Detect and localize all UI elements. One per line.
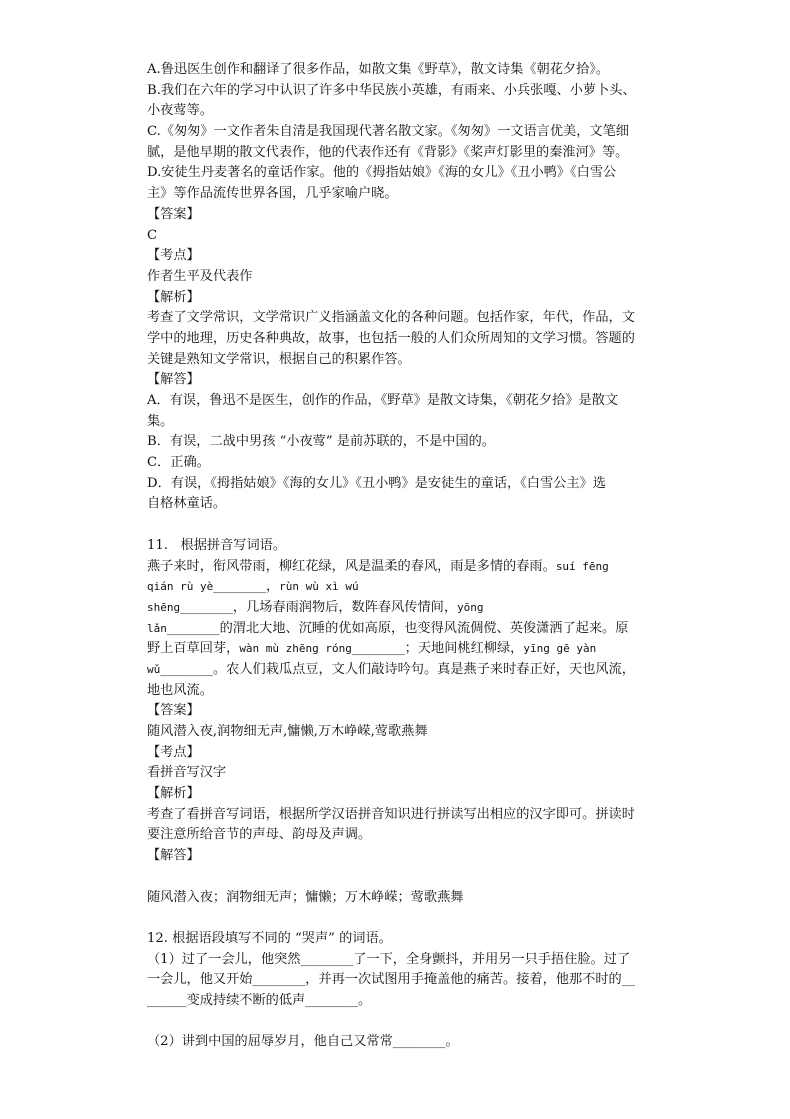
q10-kaodian-heading: 【考点】 xyxy=(147,248,200,264)
q12-part1-line: 一会儿，他又开始________，并再一次试图用手掩盖他的痛苦。接着，他那不时的__ xyxy=(147,972,635,988)
q10-answer: C xyxy=(147,227,158,243)
q11-jieda-heading: 【解答】 xyxy=(147,848,200,864)
passage-text: ________， xyxy=(213,579,280,595)
q10-jieda-line: 集。 xyxy=(147,413,174,429)
q10-jieda-line: B．有误，二战中男孩 “小夜莺” 是前苏联的，不是中国的。 xyxy=(147,434,496,450)
passage-text: 燕子来时，衔风带雨，柳红花绿，风是温柔的春风，雨是多情的春雨。 xyxy=(147,558,556,574)
q12-part1-line: ______变成持续不断的低声________。 xyxy=(147,992,372,1008)
q12-title: 12. 根据语段填写不同的 “哭声” 的词语。 xyxy=(147,930,392,946)
q10-option-c: C.《匆匆》一文作者朱自清是我国现代著名散文家。《匆匆》一文语言优美，文笔细 xyxy=(147,124,629,140)
q10-jiexi-line: 关键是熟知文学常识，根据自己的积累作答。 xyxy=(147,351,411,367)
q11-jiexi-heading: 【解析】 xyxy=(147,786,200,802)
q10-jieda-line: 自格林童话。 xyxy=(147,496,227,512)
q10-answer-heading: 【答案】 xyxy=(147,206,200,222)
q11-jieda: 随风潜入夜；润物细无声；慵懒；万木峥嵘；莺歌燕舞 xyxy=(147,889,464,905)
q10-option-d: D.安徒生丹麦著名的童话作家。他的《拇指姑娘》《海的女儿》《丑小鸭》《白雪公 xyxy=(147,165,617,181)
q11-passage-line xyxy=(147,598,667,619)
pinyin: wàn mù zhēng róng xyxy=(239,642,352,656)
q11-title: 11. 根据拼音写词语。 xyxy=(147,537,287,553)
q11-passage-line xyxy=(147,681,667,702)
pinyin: suí fēng xyxy=(555,559,609,573)
q11-kaodian-heading: 【考点】 xyxy=(147,744,200,760)
q10-jieda-line: D．有误，《拇指姑娘》《海的女儿》《丑小鸭》是安徒生的童话，《白雪公主》选 xyxy=(147,475,606,491)
q10-option-d-cont: 主》等作品流传世界各国，几乎家喻户晓。 xyxy=(147,186,398,202)
pinyin: yōng xyxy=(457,600,484,614)
passage-text: ________，几场春雨润物后，数阵春风传情间， xyxy=(180,599,458,615)
q10-jieda-line: C．正确。 xyxy=(147,455,210,471)
pinyin: yīng gē yàn xyxy=(523,642,597,656)
passage-text: ________的渭北大地、沉睡的优如高原，也变得风流倜傥、英俊潇洒了起来。原 xyxy=(166,620,629,636)
passage-text: ________。农人们栽瓜点豆，文人们敲诗吟句。真是燕子来时春正好，天也风流， xyxy=(160,661,635,677)
q10-kaodian: 作者生平及代表作 xyxy=(147,268,253,284)
spacer xyxy=(147,867,667,888)
q10-option-c-cont: 腻，是他早期的散文代表作，他的代表作还有《背影》《桨声灯影里的秦淮河》等。 xyxy=(147,144,629,160)
q10-option-a: A.鲁迅医生创作和翻译了很多作品，如散文集《野草》，散文诗集《朝花夕拾》。 xyxy=(147,62,610,77)
q11-jiexi-line: 要注意所给音节的声母、韵母及声调。 xyxy=(147,827,372,843)
spacer xyxy=(147,515,667,536)
q10-jieda-heading: 【解答】 xyxy=(147,372,200,388)
q10-jieda-line: A．有误，鲁迅不是医生，创作的作品，《野草》是散文诗集，《朝花夕拾》是散文 xyxy=(147,393,619,408)
q11-answer: 随风潜入夜,润物细无声,慵懒,万木峥嵘,莺歌燕舞 xyxy=(147,724,428,739)
spacer xyxy=(147,908,667,929)
q11-passage-line xyxy=(147,619,667,640)
q10-option-b-cont: 小夜莺等。 xyxy=(147,103,213,119)
passage-text: ________；天地间桃红柳绿， xyxy=(351,641,524,657)
passage-text: 野上百草回芽， xyxy=(147,641,240,657)
q11-passage-line xyxy=(147,639,667,660)
q10-option-b: B.我们在六年的学习中认识了许多中华民族小英雄，有雨来、小兵张嘎、小萝卜头、 xyxy=(147,82,636,98)
pinyin: shēng xyxy=(147,600,181,614)
pinyin: rùn wù xì wú xyxy=(279,580,359,594)
q11-kaodian: 看拼音写汉字 xyxy=(147,765,227,781)
q11-passage-line xyxy=(147,577,667,598)
q11-passage-line xyxy=(147,557,667,578)
q11-answer-heading: 【答案】 xyxy=(147,703,200,719)
spacer xyxy=(147,1012,667,1033)
pinyin: wǔ xyxy=(147,662,161,676)
pinyin: lǎn xyxy=(147,621,167,635)
q10-options xyxy=(147,60,667,205)
q10-jiexi-line: 学中的地理，历史各种典故，故事，也包括一般的人们众所周知的文学习惯。答题的 xyxy=(147,330,635,346)
q10-jiexi-line: 考查了文学常识，文学常识广义指涵盖文化的各种问题。包括作家，年代，作品，文 xyxy=(147,310,635,326)
passage-text: 地也风流。 xyxy=(147,682,213,698)
q12-part2: （2）讲到中国的屈辱岁月，他自己又常常________。 xyxy=(147,1034,459,1050)
q11-jiexi-line: 考查了看拼音写词语，根据所学汉语拼音知识进行拼读写出相应的汉字即可。拼读时 xyxy=(147,806,635,822)
document-page xyxy=(147,60,667,1053)
q10-jiexi-heading: 【解析】 xyxy=(147,289,200,305)
pinyin: qián rù yè xyxy=(147,580,214,594)
q12-part1-line: （1）过了一会儿，他突然________了一下，全身颤抖，并用另一只手捂住脸。过了 xyxy=(147,951,631,967)
q11-passage-line xyxy=(147,660,667,681)
